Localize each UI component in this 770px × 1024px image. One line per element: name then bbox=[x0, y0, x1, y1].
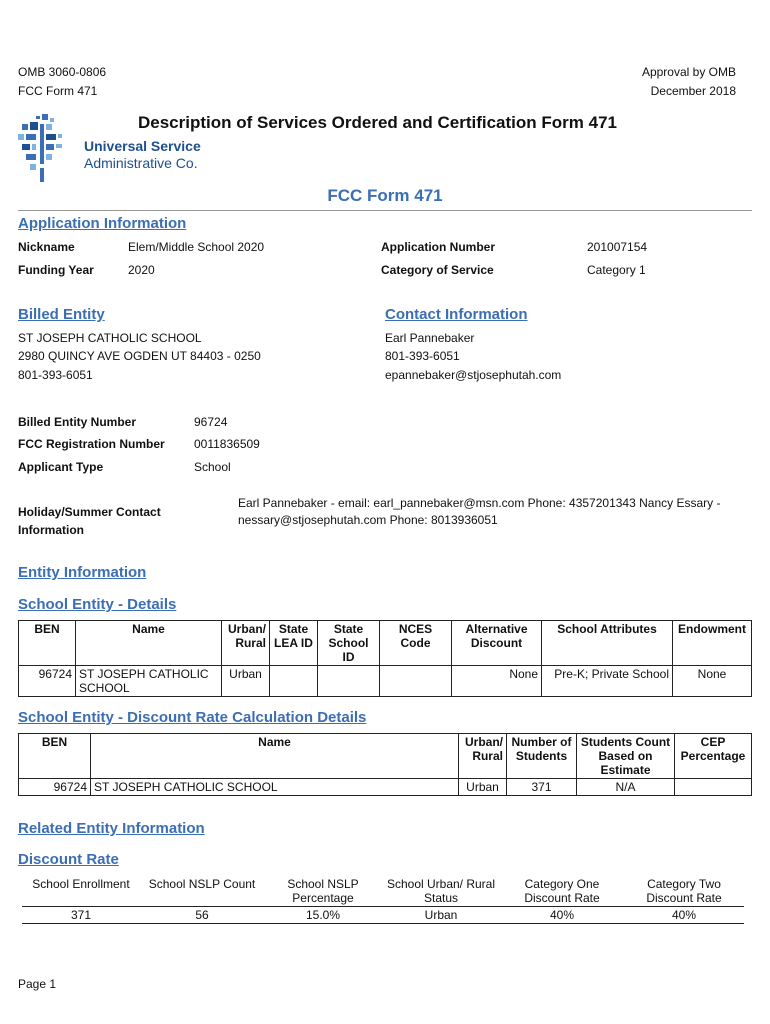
cell-name: ST JOSEPH CATHOLIC SCHOOL bbox=[76, 666, 222, 697]
table-row bbox=[22, 907, 744, 924]
cell-nslp-percentage: 15.0% bbox=[305, 908, 341, 922]
contact-name: Earl Pannebaker bbox=[385, 331, 475, 345]
cell-num-students: 371 bbox=[507, 779, 577, 796]
cell-state-school bbox=[318, 666, 380, 697]
category-label: Category of Service bbox=[381, 263, 494, 277]
col-num-students: Number of Students bbox=[507, 734, 577, 779]
table-row bbox=[19, 779, 752, 796]
related-entity-heading: Related Entity Information bbox=[18, 820, 205, 837]
col-state-lea: State LEA ID bbox=[270, 621, 318, 666]
cell-cep bbox=[675, 779, 752, 796]
logo-text-line1: Universal Service bbox=[84, 138, 201, 154]
col-cat-two: Category Two Discount Rate bbox=[646, 877, 722, 905]
cell-cat-two: 40% bbox=[671, 908, 697, 922]
col-name: Name bbox=[91, 734, 459, 779]
funding-year-value: 2020 bbox=[128, 263, 155, 277]
holiday-label: Holiday/Summer Contact bbox=[18, 505, 161, 519]
billed-entity-phone: 801-393-6051 bbox=[18, 368, 93, 382]
cell-nslp-count: 56 bbox=[195, 908, 209, 922]
school-details-heading: School Entity - Details bbox=[18, 596, 177, 613]
nickname-label: Nickname bbox=[18, 240, 75, 254]
contact-heading: Contact Information bbox=[385, 306, 528, 323]
discount-rate-table bbox=[22, 876, 744, 924]
contact-email: epannebaker@stjosephutah.com bbox=[385, 368, 562, 382]
col-nces: NCES Code bbox=[380, 621, 452, 666]
billed-entity-address: 2980 QUINCY AVE OGDEN UT 84403 - 0250 bbox=[18, 349, 261, 363]
contact-phone: 801-393-6051 bbox=[385, 349, 460, 363]
holiday-label-line2: Information bbox=[18, 523, 84, 537]
cell-ben: 96724 bbox=[19, 779, 91, 796]
funding-year-label: Funding Year bbox=[18, 263, 94, 277]
col-school-attributes: School Attributes bbox=[542, 621, 673, 666]
app-number-label: Application Number bbox=[381, 240, 496, 254]
school-details-table bbox=[18, 620, 752, 697]
usac-logo-icon bbox=[16, 112, 76, 184]
col-urban-rural: Urban/ Rural bbox=[459, 734, 507, 779]
col-state-school: State School ID bbox=[318, 621, 380, 666]
applicant-type-value: School bbox=[194, 460, 231, 474]
entity-info-heading: Entity Information bbox=[18, 564, 147, 581]
billed-entity-heading: Billed Entity bbox=[18, 306, 105, 323]
col-enrollment: School Enrollment bbox=[32, 877, 130, 891]
ben-value: 96724 bbox=[194, 415, 228, 429]
holiday-contact-line1: Earl Pannebaker - email: earl_pannebaker@msn.com Phone: 4357201343 Nancy Essary - bbox=[238, 496, 721, 510]
col-nslp-count: School NSLP Count bbox=[148, 877, 256, 891]
applicant-type-label: Applicant Type bbox=[18, 460, 104, 474]
col-endowment: Endowment bbox=[673, 621, 752, 666]
application-heading: Application Information bbox=[18, 215, 187, 232]
fcc-reg-value: 0011836509 bbox=[194, 437, 260, 451]
col-students-estimate: Students Count Based on Estimate bbox=[577, 734, 675, 779]
approval-date: December 2018 bbox=[650, 84, 736, 98]
billed-entity-name: ST JOSEPH CATHOLIC SCHOOL bbox=[18, 331, 202, 345]
discount-calc-table bbox=[18, 733, 752, 796]
table-header-row bbox=[19, 621, 752, 666]
discount-rate-heading: Discount Rate bbox=[18, 851, 119, 868]
table-header-row bbox=[22, 876, 744, 907]
page-title: Description of Services Ordered and Certification Form 471 bbox=[138, 113, 617, 132]
col-nslp-percentage: School NSLP Percentage bbox=[287, 877, 359, 905]
col-alt-discount: Alternative Discount bbox=[452, 621, 542, 666]
holiday-contact-line2: nessary@stjosephutah.com Phone: 8013936051 bbox=[238, 513, 498, 527]
cell-state-lea bbox=[270, 666, 318, 697]
cell-urban-rural: Urban bbox=[459, 779, 507, 796]
col-ben: BEN bbox=[19, 734, 91, 779]
cell-name: ST JOSEPH CATHOLIC SCHOOL bbox=[91, 779, 459, 796]
omb-number: OMB 3060-0806 bbox=[18, 65, 107, 79]
col-cep: CEP Percentage bbox=[675, 734, 752, 779]
ben-label: Billed Entity Number bbox=[18, 415, 137, 429]
category-value: Category 1 bbox=[587, 263, 646, 277]
form-number: FCC Form 471 bbox=[18, 84, 98, 98]
fcc-reg-label: FCC Registration Number bbox=[18, 437, 165, 451]
cell-nces bbox=[380, 666, 452, 697]
table-header-row bbox=[19, 734, 752, 779]
col-ben: BEN bbox=[19, 621, 76, 666]
cell-urban-rural: Urban bbox=[222, 666, 270, 697]
nickname-value: Elem/Middle School 2020 bbox=[128, 240, 265, 254]
form-subtitle: FCC Form 471 bbox=[327, 186, 443, 205]
cell-students-estimate: N/A bbox=[577, 779, 675, 796]
app-number-value: 201007154 bbox=[587, 240, 648, 254]
discount-calc-heading: School Entity - Discount Rate Calculation Details bbox=[18, 709, 367, 726]
col-urban-rural-status: School Urban/ Rural Status bbox=[386, 877, 496, 905]
cell-urban-rural-status: Urban bbox=[424, 908, 458, 922]
cell-school-attributes: Pre-K; Private School bbox=[542, 666, 673, 697]
table-row bbox=[19, 666, 752, 697]
cell-enrollment: 371 bbox=[70, 908, 92, 922]
col-name: Name bbox=[76, 621, 222, 666]
cell-alt-discount: None bbox=[452, 666, 542, 697]
cell-endowment: None bbox=[673, 666, 752, 697]
divider bbox=[18, 210, 752, 211]
page-number: Page 1 bbox=[18, 977, 57, 991]
col-urban-rural: Urban/ Rural bbox=[222, 621, 270, 666]
col-cat-one: Category One Discount Rate bbox=[524, 877, 600, 905]
approval-text: Approval by OMB bbox=[641, 65, 736, 79]
cell-cat-one: 40% bbox=[549, 908, 575, 922]
cell-ben: 96724 bbox=[19, 666, 76, 697]
logo-text-line2: Administrative Co. bbox=[84, 155, 198, 171]
